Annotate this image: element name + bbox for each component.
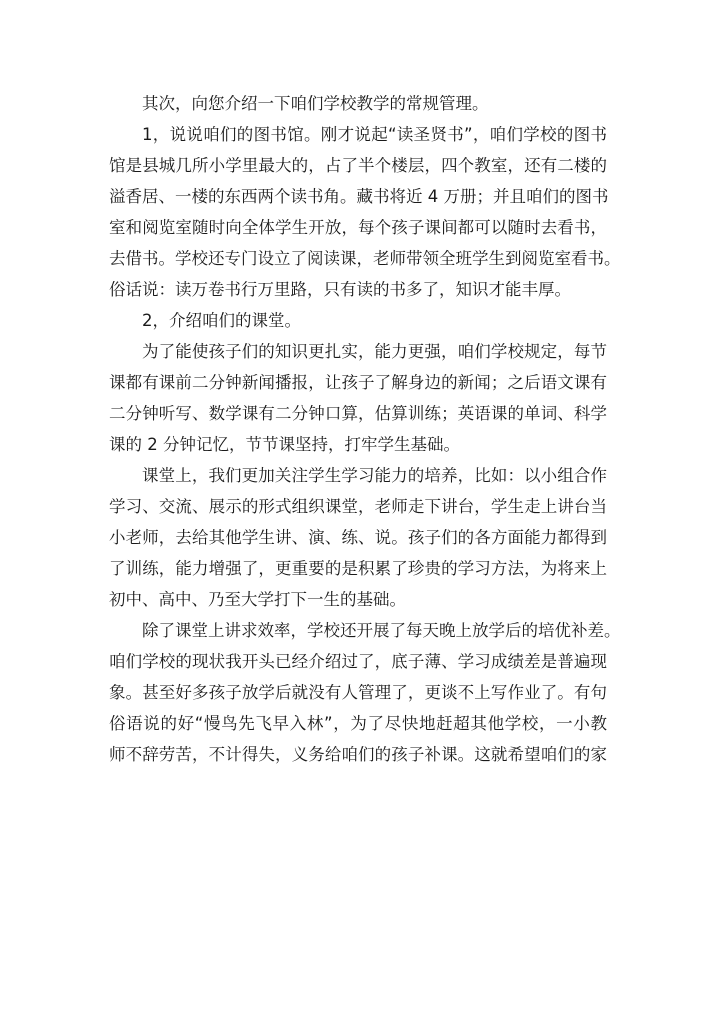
document-body [109,88,621,770]
text-line: 1，说说咱们的图书馆。刚才说起“读圣贤书”，咱们学校的图书 [142,125,607,144]
text-line: 课的 2 分钟记忆，节节课坚持，打牢学生基础。 [109,435,460,454]
text-line: 除了课堂上讲求效率，学校还开展了每天晚上放学后的培优补差。 [142,621,621,640]
text-line: 馆是县城几所小学里最大的，占了半个楼层，四个教室，还有二楼的 [109,156,607,175]
text-line: 室和阅览室随时向全体学生开放，每个孩子课间都可以随时去看书， [109,218,607,237]
text-line: 学习、交流、展示的形式组织课堂，老师走下讲台，学生走上讲台当 [109,497,607,516]
paragraph-classroom-ability [109,460,607,615]
text-line: 师不辞劳苦，不计得失，义务给咱们的孩子补课。这就希望咱们的家 [109,745,607,764]
text-line: 初中、高中、乃至大学打下一生的基础。 [109,590,406,609]
text-line: 为了能使孩子们的知识更扎实，能力更强，咱们学校规定，每节 [142,342,607,361]
text-line: 去借书。学校还专门设立了阅读课，老师带领全班学生到阅览室看书。 [109,249,621,268]
paragraph-intro [109,88,607,119]
text-line: 溢香居、一楼的东西两个读书角。藏书将近 4 万册；并且咱们的图书 [109,187,609,206]
paragraph-classroom-heading [109,305,607,336]
text-line: 咱们学校的现状我开头已经介绍过了，底子薄、学习成绩差是普遍现 [109,652,607,671]
text-line: 象。甚至好多孩子放学后就没有人管理了，更谈不上写作业了。有句 [109,683,607,702]
text-line: 课堂上，我们更加关注学生学习能力的培养，比如：以小组合作 [142,466,607,485]
text-line: 其次，向您介绍一下咱们学校教学的常规管理。 [142,94,489,113]
paragraph-tutoring [109,615,621,770]
text-line: 了训练，能力增强了，更重要的是积累了珍贵的学习方法，为将来上 [109,559,607,578]
text-line: 课都有课前二分钟新闻播报，让孩子了解身边的新闻；之后语文课有 [109,373,607,392]
paragraph-library [109,119,621,305]
text-line: 二分钟听写、数学课有二分钟口算，估算训练；英语课的单词、科学 [109,404,607,423]
text-line: 俗话说：读万卷书行万里路，只有读的书多了，知识才能丰厚。 [109,280,571,299]
text-line: 2，介绍咱们的课堂。 [142,311,301,330]
text-line: 俗语说的好“慢鸟先飞早入林”，为了尽快地赶超其他学校，一小教 [109,714,607,733]
paragraph-classroom-routine [109,336,607,460]
text-line: 小老师，去给其他学生讲、演、练、说。孩子们的各方面能力都得到 [109,528,607,547]
